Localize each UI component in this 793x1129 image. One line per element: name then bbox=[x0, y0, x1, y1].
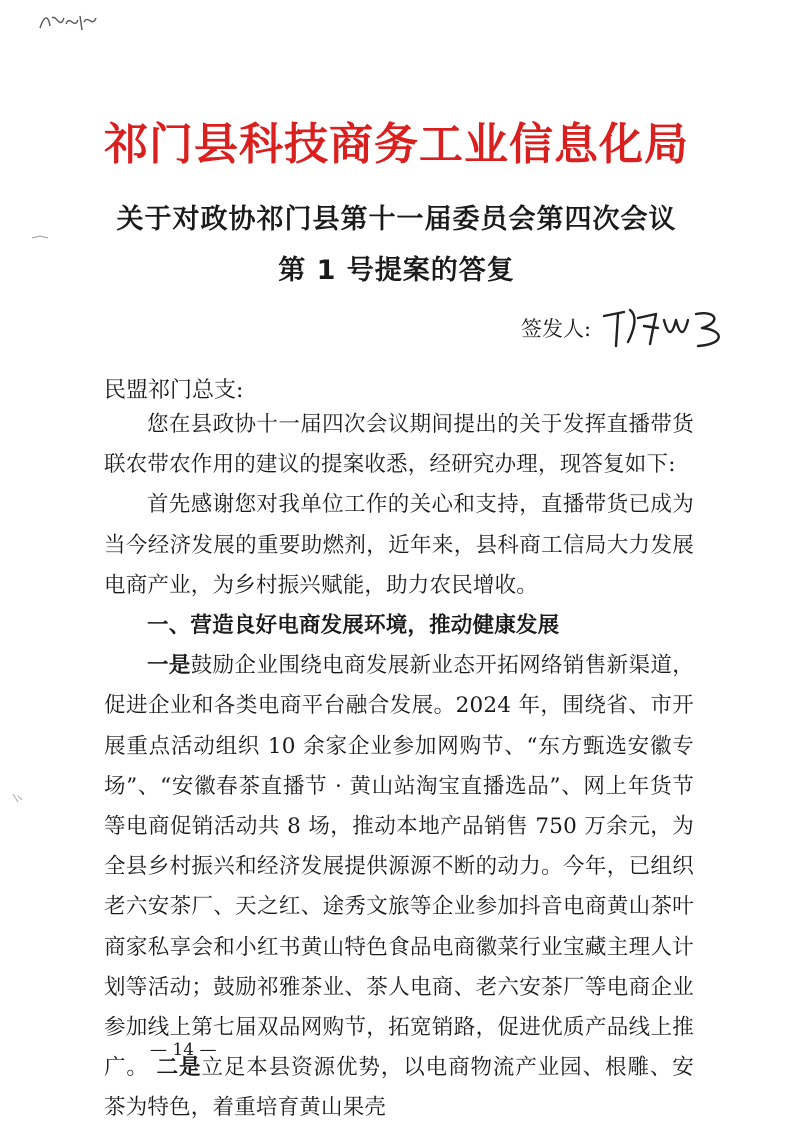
measure-text-2: 立足本县资源优势，以电商物流产业园、根雕、安茶为特色，着重培育黄山果壳 bbox=[104, 1055, 694, 1121]
signer-label: 签发人: bbox=[521, 317, 592, 341]
paragraph-acknowledgement: 您在县政协十一届四次会议期间提出的关于发挥直播带货联农带农作用的建议的提案收悉，经研究办理，现答复如下: bbox=[104, 412, 694, 478]
section-heading-1: 一、营造良好电商发展环境，推动健康发展 bbox=[147, 613, 560, 639]
salutation: 民盟祁门总支: bbox=[104, 378, 244, 403]
measure-lead-1: 一是 bbox=[147, 653, 191, 679]
document-title-line1: 关于对政协祁门县第十一届委员会第四次会议 bbox=[116, 204, 677, 235]
scan-speck bbox=[30, 232, 50, 242]
scan-speck bbox=[10, 792, 26, 804]
handwritten-signature bbox=[598, 302, 738, 352]
document-title-line2: 第 1 号提案的答复 bbox=[278, 255, 515, 286]
issuer-header: 祁门县科技商务工业信息化局 bbox=[104, 119, 689, 170]
measure-text-1: 鼓励企业围绕电商发展新业态开拓网络销售新渠道，促进企业和各类电商平台融合发展。2024 年，围绕省、市开展重点活动组织 10 余家企业参加网购节、“东方甄选安徽专场”、“安徽春茶直播节 · 黄山站淘宝直播选品”、网上年货节等电商促销活动共 8 场，推动本地产品销售 750 万余元，为全县乡村振兴和经济发展提供源源不断的动力。今年，已组织老六安茶厂、天之红、途秀文旅等企业参加抖音电商黄山茶叶商家私享会和小红书黄山特色食品电商徽菜行业宝藏主理人计划等活动；鼓励祁雅茶业、茶人电商、老六安茶厂等电商企业参加线上第七届双品网购节，拓宽销路，促进优质产品线上推广。 bbox=[104, 653, 694, 1081]
measure-lead-2: 二是 bbox=[156, 1055, 202, 1081]
handwritten-corner-note bbox=[36, 10, 100, 34]
page-number: — 14 — bbox=[150, 1040, 217, 1060]
paragraph-thanks: 首先感谢您对我单位工作的关心和支持，直播带货已成为当今经济发展的重要助燃剂，近年来，县科商工信局大力发展电商产业，为乡村振兴赋能，助力农民增收。 bbox=[104, 492, 694, 598]
reply-body bbox=[104, 405, 694, 1129]
